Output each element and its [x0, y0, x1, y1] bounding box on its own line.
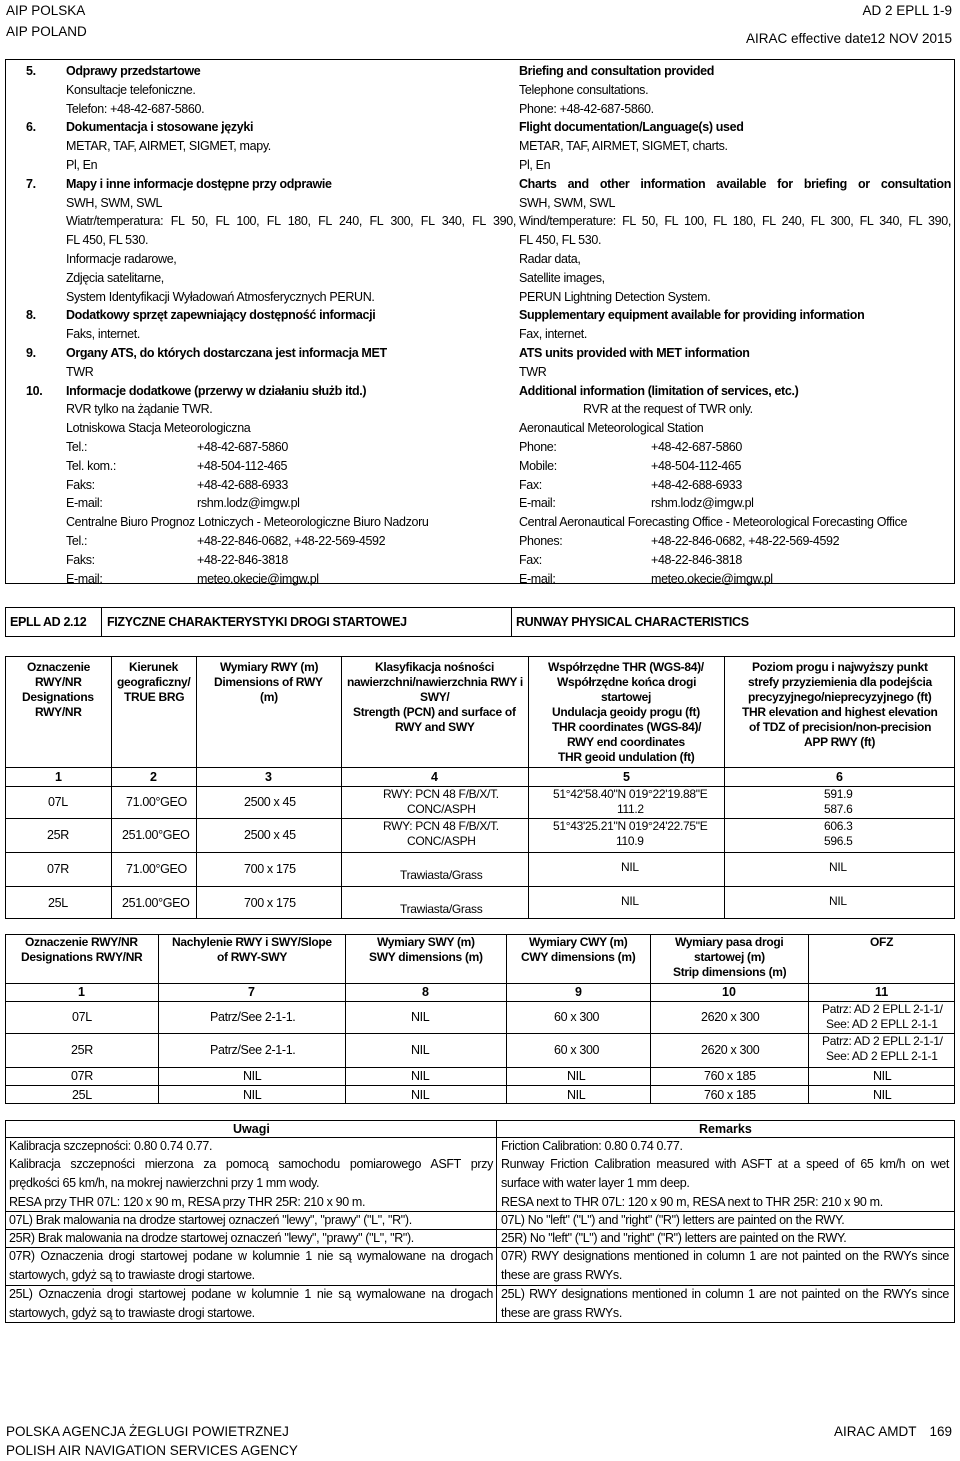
col-header: Wymiary pasa drogi — [675, 935, 784, 949]
col-header: nawierzchni/nawierzchnia RWY i — [347, 675, 523, 689]
item-line-en: Phone: +48-42-687-5860. — [519, 101, 654, 116]
col-header: Designations RWY/NR — [21, 950, 143, 964]
col-header: Oznaczenie RWY/NR — [25, 935, 138, 949]
col-header: THR geoid undulation (ft) — [558, 750, 695, 764]
runway-slope: NIL — [243, 1087, 262, 1102]
table-rule — [5, 886, 955, 887]
threshold-coordinates: 111.2 — [617, 802, 644, 816]
runway-dimensions: 700 x 175 — [244, 895, 296, 910]
footer-left-1: POLSKA AGENCJA ŻEGLUGI POWIETRZNEJ — [6, 1424, 289, 1439]
section-title-pl: FIZYCZNE CHARAKTERYSTYKI DROGI STARTOWEJ — [107, 615, 407, 629]
footer-number: 169 — [929, 1424, 952, 1439]
surface-strength: RWY: PCN 48 F/B/X/T. — [383, 819, 499, 833]
item-line-en: TWR — [519, 364, 547, 379]
clearway-dimensions: NIL — [567, 1069, 586, 1083]
col-header: OFZ — [870, 935, 894, 949]
item-number: 5. — [26, 64, 36, 78]
col-header: TRUE BRG — [124, 690, 185, 704]
table-rule — [158, 934, 159, 1104]
contact-label-pl: Tel.: — [66, 440, 88, 454]
runway-designation: 07R — [71, 1069, 93, 1083]
item-line-pl: Dokumentacja i stosowane języki — [66, 120, 254, 135]
contact-value-pl: +48-42-687-5860 — [197, 440, 289, 454]
remark-pl: 07L) Brak malowania na drodze startowej oznaczeń "lewy", "prawy" ("L", "R"). — [9, 1213, 412, 1227]
col-number: 11 — [875, 985, 889, 999]
threshold-elevation: 587.6 — [824, 802, 853, 816]
runway-dimensions: 2500 x 45 — [244, 828, 296, 842]
remarks-header-en: Remarks — [699, 1122, 752, 1136]
runway-slope: Patrz/See 2-1-1. — [210, 1010, 296, 1024]
item-line-pl: RVR tylko na żądanie TWR. — [66, 402, 213, 417]
obstacle-free-zone: Patrz: AD 2 EPLL 2-1-1/ — [822, 1002, 943, 1016]
contact-label-en: Fax: — [519, 552, 542, 567]
threshold-coordinates: 51°42'58.40"N 019°22'19.88"E — [553, 787, 708, 801]
footer-amdt: AIRAC AMDT — [834, 1424, 917, 1439]
table-rule — [5, 1001, 955, 1002]
col-header: of TDZ of precision/non-precision — [749, 720, 932, 734]
col-number: 1 — [78, 985, 85, 999]
col-header: THR coordinates (WGS-84)/ — [552, 720, 702, 734]
col-number: 6 — [836, 770, 843, 784]
runway-designation: 07R — [47, 862, 69, 876]
col-header: APP RWY (ft) — [804, 735, 876, 749]
obstacle-free-zone: Patrz: AD 2 EPLL 2-1-1/ — [822, 1034, 943, 1048]
table-rule — [5, 983, 955, 984]
remark-en: 25L) RWY designations mentioned in column 1 are not painted on the RWYs since — [501, 1287, 949, 1301]
table-rule — [341, 656, 342, 919]
item-line-pl: Lotniskowa Stacja Meteorologiczna — [66, 421, 251, 436]
item-line-en: Briefing and consultation provided — [519, 64, 715, 78]
table-rule — [5, 767, 955, 768]
col-number: 7 — [248, 985, 255, 999]
item-line-pl: Faks, internet. — [66, 327, 140, 342]
col-number: 5 — [623, 770, 630, 784]
header-date: 12 NOV 2015 — [870, 31, 952, 46]
clearway-dimensions: 60 x 300 — [554, 1043, 600, 1057]
true-bearing: 71.00°GEO — [126, 795, 187, 809]
header-left-1: AIP POLSKA — [6, 3, 86, 18]
col-header: CWY dimensions (m) — [521, 950, 636, 964]
obstacle-free-zone: NIL — [873, 1069, 892, 1083]
contact-label-en: E-mail: — [519, 496, 556, 511]
threshold-elevation: 591.9 — [824, 787, 853, 801]
item-line-pl: Konsultacje telefoniczne. — [66, 82, 196, 97]
contact-label-en: E-mail: — [519, 571, 556, 586]
remark-pl: 25R) Brak malowania na drodze startowej oznaczeń "lewy", "prawy" ("L", "R"). — [9, 1231, 414, 1245]
stopway-dimensions: NIL — [411, 1087, 430, 1102]
item-line-pl: Odprawy przedstartowe — [66, 64, 201, 78]
col-number: 9 — [575, 985, 582, 999]
obstacle-free-zone: See: AD 2 EPLL 2-1-1 — [826, 1017, 938, 1031]
col-header: RWY end coordinates — [567, 735, 685, 749]
remark-pl: 25L) Oznaczenia drogi startowej podane w kolumnie 1 nie są wymalowane na drogach — [9, 1287, 493, 1301]
threshold-coordinates: 110.9 — [616, 834, 644, 848]
col-header: SWY/ — [420, 690, 450, 704]
contact-value-pl: +48-42-688-6933 — [197, 477, 289, 492]
col-header: Wymiary CWY (m) — [529, 935, 628, 949]
col-header: startowej (m) — [694, 950, 765, 964]
table-rule — [5, 1033, 955, 1034]
table-rule — [650, 934, 651, 1104]
col-header: Kierunek — [129, 660, 178, 674]
item-line-en: FL 450, FL 530. — [519, 233, 602, 248]
stopway-dimensions: NIL — [411, 1069, 430, 1083]
contact-value-en: meteo.okecie@imgw.pl — [651, 571, 773, 586]
runway-designation: 25R — [47, 828, 69, 842]
obstacle-free-zone: See: AD 2 EPLL 2-1-1 — [826, 1049, 938, 1063]
item-line-pl: Pl, En — [66, 158, 98, 172]
runway-dimensions: 2500 x 45 — [244, 795, 296, 809]
surface-strength: RWY: PCN 48 F/B/X/T. — [383, 787, 499, 801]
item-line-pl: Informacje radarowe, — [66, 252, 177, 266]
true-bearing: 251.00°GEO — [122, 895, 190, 910]
remark-pl: startowych, gdyż są to trawiaste drogi startowe. — [9, 1267, 255, 1282]
item-line-en: PERUN Lightning Detection System. — [519, 289, 711, 304]
item-line-en: Additional information (limitation of services, etc.) — [519, 383, 799, 398]
col-header: THR elevation and highest elevation — [742, 705, 938, 719]
remark-en: 07R) RWY designations mentioned in column 1 are not painted on the RWYs since — [501, 1249, 949, 1263]
col-header: Designations — [22, 690, 94, 704]
item-line-pl: Wiatr/temperatura: FL 50, FL 100, FL 180, FL 240, FL 300, FL 340, FL 390, — [66, 214, 516, 229]
item-line-pl: Informacje dodatkowe (przerwy w działaniu służb itd.) — [66, 383, 367, 398]
runway-designation: 25R — [71, 1043, 93, 1057]
item-line-en: Charts and other information available for briefing or consultation — [519, 176, 951, 191]
footer-left-2: POLISH AIR NAVIGATION SERVICES AGENCY — [6, 1443, 298, 1458]
col-number: 10 — [722, 985, 736, 999]
contact-value-en: +48-22-846-3818 — [651, 552, 743, 567]
item-line-en: Flight documentation/Language(s) used — [519, 120, 744, 135]
col-header: Wymiary RWY (m) — [220, 660, 319, 674]
col-number: 4 — [431, 770, 438, 784]
table-rule — [528, 656, 529, 919]
contact-value-pl: +48-22-846-0682, +48-22-569-4592 — [197, 534, 386, 548]
table-rule — [111, 656, 112, 919]
clearway-dimensions: NIL — [567, 1087, 586, 1102]
col-header: precyzyjnego/nieprecyzyjnego (ft) — [748, 690, 932, 704]
item-line-pl: Mapy i inne informacje dostępne przy odprawie — [66, 176, 332, 191]
threshold-elevation: 606.3 — [824, 819, 853, 833]
surface-strength: CONC/ASPH — [407, 834, 476, 848]
remark-pl: prędkości 65 km/h, na mokrej nawierzchni przy 1 mm wody. — [9, 1175, 320, 1190]
col-header: Klasyfikacja nośności — [375, 660, 495, 674]
runway-designation: 25L — [48, 895, 68, 910]
item-line-en: Pl, En — [519, 158, 551, 172]
contact-value-pl: rshm.lodz@imgw.pl — [197, 496, 300, 511]
remark-en: 07L) No "left" ("L") and "right" ("R") letters are painted on the RWY. — [501, 1213, 845, 1227]
item-line-en: RVR at the request of TWR only. — [583, 402, 753, 417]
col-header: Undulacja geoidy progu (ft) — [552, 705, 700, 719]
table-rule — [496, 1120, 497, 1323]
item-number: 7. — [26, 176, 36, 191]
item-line-pl: SWH, SWM, SWL — [66, 195, 163, 210]
remark-en: these are grass RWYs. — [501, 1267, 622, 1282]
remark-pl: RESA przy THR 07L: 120 x 90 m, RESA przy THR 25R: 210 x 90 m. — [9, 1195, 366, 1209]
item-line-pl: Organy ATS, do których dostarczana jest informacja MET — [66, 346, 387, 360]
true-bearing: 71.00°GEO — [126, 862, 187, 876]
threshold-elevation: 596.5 — [824, 834, 853, 848]
clearway-dimensions: 60 x 300 — [554, 1010, 600, 1024]
table-rule — [5, 1067, 955, 1068]
item-number: 9. — [26, 346, 36, 360]
contact-value-en: +48-42-688-6933 — [651, 477, 743, 492]
col-header: Współrzędne końca drogi — [557, 675, 697, 689]
item-line-en: Wind/temperature: FL 50, FL 100, FL 180, FL 240, FL 300, FL 340, FL 390, — [519, 214, 951, 229]
threshold-coordinates: 51°43'25.21"N 019°24'22.75"E — [553, 819, 708, 833]
col-number: 8 — [422, 985, 429, 999]
item-line-pl: Dodatkowy sprzęt zapewniający dostępność informacji — [66, 308, 376, 323]
office-pl: Centralne Biuro Prognoz Lotniczych - Meteorologiczne Biuro Nadzoru — [66, 515, 429, 530]
col-header: (m) — [260, 690, 278, 704]
item-line-en: Satellite images, — [519, 270, 605, 285]
header-left-2: AIP POLAND — [6, 24, 87, 39]
item-line-en: Telephone consultations. — [519, 82, 649, 97]
item-line-pl: METAR, TAF, AIRMET, SIGMET, mapy. — [66, 139, 271, 154]
item-line-en: SWH, SWM, SWL — [519, 195, 616, 210]
col-header: startowej — [601, 690, 651, 704]
remark-en: these are grass RWYs. — [501, 1305, 622, 1320]
item-number: 10. — [26, 383, 43, 398]
table-rule — [724, 656, 725, 919]
strip-dimensions: 2620 x 300 — [701, 1043, 760, 1057]
col-header: Strength (PCN) and surface of — [353, 705, 516, 719]
remark-pl: 07R) Oznaczenia drogi startowej podane w kolumnie 1 nie są wymalowane na drogach — [9, 1249, 493, 1263]
item-line-en: Fax, internet. — [519, 327, 588, 342]
col-number: 1 — [55, 770, 62, 784]
strip-dimensions: 760 x 185 — [704, 1069, 756, 1083]
contact-value-pl: +48-504-112-465 — [197, 458, 288, 473]
threshold-coordinates: NIL — [621, 860, 639, 874]
contact-value-en: rshm.lodz@imgw.pl — [651, 496, 754, 511]
contact-value-en: +48-504-112-465 — [651, 458, 742, 473]
remark-pl: startowych, gdyż są to trawiaste drogi startowe. — [9, 1305, 255, 1320]
col-header: SWY dimensions (m) — [369, 950, 483, 964]
contact-value-en: +48-22-846-0682, +48-22-569-4592 — [651, 534, 840, 548]
col-number: 2 — [150, 770, 157, 784]
stopway-dimensions: NIL — [411, 1010, 430, 1024]
airac-label: AIRAC effective date — [746, 31, 872, 46]
surface-strength: Trawiasta/Grass — [400, 868, 483, 882]
item-line-en: ATS units provided with MET information — [519, 346, 750, 360]
remark-en: Friction Calibration: 0.80 0.74 0.77. — [501, 1139, 683, 1153]
runway-slope: Patrz/See 2-1-1. — [210, 1043, 296, 1057]
col-header: Poziom progu i najwyższy punkt — [752, 660, 928, 674]
contact-label-pl: E-mail: — [66, 496, 103, 511]
col-header: RWY/NR — [35, 705, 82, 719]
col-header: of RWY-SWY — [217, 950, 288, 964]
table-rule — [345, 934, 346, 1104]
runway-dimensions: 700 x 175 — [244, 862, 296, 876]
remark-pl: Kalibracja szczepności: 0.80 0.74 0.77. — [9, 1139, 213, 1153]
remark-pl: Kalibracja szczepności mierzona za pomocą samochodu pomiarowego ASFT przy — [9, 1157, 493, 1171]
contact-label-en: Phones: — [519, 534, 563, 548]
threshold-elevation: NIL — [829, 860, 847, 874]
strip-dimensions: 2620 x 300 — [701, 1010, 760, 1024]
col-header: geograficzny/ — [117, 675, 191, 689]
item-line-en: Radar data, — [519, 252, 581, 266]
item-line-pl: FL 450, FL 530. — [66, 233, 149, 248]
table-rule — [506, 934, 507, 1104]
runway-designation: 07L — [48, 795, 68, 809]
contact-value-en: +48-42-687-5860 — [651, 440, 743, 454]
table-rule — [5, 1085, 955, 1086]
item-line-en: Aeronautical Meteorological Station — [519, 421, 704, 436]
threshold-elevation: NIL — [829, 893, 847, 908]
surface-strength: Trawiasta/Grass — [400, 901, 483, 916]
contact-label-en: Phone: — [519, 440, 557, 454]
strip-dimensions: 760 x 185 — [704, 1087, 756, 1102]
remark-en: 25R) No "left" ("L") and "right" ("R") letters are painted on the RWY. — [501, 1231, 847, 1245]
col-header: Współrzędne THR (WGS-84)/ — [548, 660, 704, 674]
item-line-en: Supplementary equipment available for providing information — [519, 308, 865, 323]
runway-designation: 07L — [72, 1010, 92, 1024]
header-right-1: AD 2 EPLL 1-9 — [862, 3, 952, 18]
remark-en: Runway Friction Calibration measured with ASFT at a speed of 65 km/h on wet — [501, 1157, 949, 1171]
contact-label-en: Fax: — [519, 477, 542, 492]
surface-strength: CONC/ASPH — [407, 802, 476, 816]
runway-designation: 25L — [72, 1087, 92, 1102]
section-title-en: RUNWAY PHYSICAL CHARACTERISTICS — [516, 615, 749, 629]
contact-value-pl: meteo.okecie@imgw.pl — [197, 571, 319, 586]
remarks-header-pl: Uwagi — [233, 1122, 270, 1136]
true-bearing: 251.00°GEO — [122, 828, 190, 842]
item-line-pl: Zdjęcia satelitarne, — [66, 270, 164, 285]
table-rule — [5, 852, 955, 853]
item-number: 6. — [26, 120, 36, 135]
contact-label-pl: Faks: — [66, 477, 95, 492]
threshold-coordinates: NIL — [621, 893, 639, 908]
col-number: 3 — [265, 770, 272, 784]
section-code: EPLL AD 2.12 — [10, 615, 87, 629]
item-number: 8. — [26, 308, 36, 323]
table-rule — [808, 934, 809, 1104]
item-line-pl: Telefon: +48-42-687-5860. — [66, 101, 205, 116]
contact-label-pl: Tel.: — [66, 534, 88, 548]
runway-slope: NIL — [243, 1069, 262, 1083]
office-en: Central Aeronautical Forecasting Office - Meteorological Forecasting Office — [519, 515, 908, 530]
col-header: RWY and SWY — [395, 720, 475, 734]
contact-value-pl: +48-22-846-3818 — [197, 552, 289, 567]
stopway-dimensions: NIL — [411, 1043, 430, 1057]
table-rule — [196, 656, 197, 919]
remark-en: surface with water layer 1 mm deep. — [501, 1175, 690, 1190]
item-line-pl: System Identyfikacji Wyładowań Atmosferycznych PERUN. — [66, 289, 375, 304]
contact-label-pl: E-mail: — [66, 571, 103, 586]
item-line-pl: TWR — [66, 364, 94, 379]
col-header: Oznaczenie — [27, 660, 91, 674]
contact-label-pl: Faks: — [66, 552, 95, 567]
remark-en: RESA next to THR 07L: 120 x 90 m, RESA next to THR 25R: 210 x 90 m. — [501, 1195, 883, 1209]
contact-label-pl: Tel. kom.: — [66, 458, 116, 473]
col-header: Strip dimensions (m) — [673, 965, 787, 979]
obstacle-free-zone: NIL — [873, 1087, 892, 1102]
col-header: Nachylenie RWY i SWY/Slope — [172, 935, 332, 949]
contact-label-en: Mobile: — [519, 458, 557, 473]
col-header: RWY/NR — [35, 675, 82, 689]
col-header: Dimensions of RWY — [214, 675, 323, 689]
item-line-en: METAR, TAF, AIRMET, SIGMET, charts. — [519, 139, 728, 154]
col-header: Wymiary SWY (m) — [377, 935, 475, 949]
col-header: strefy przyziemienia dla podejścia — [748, 675, 932, 689]
